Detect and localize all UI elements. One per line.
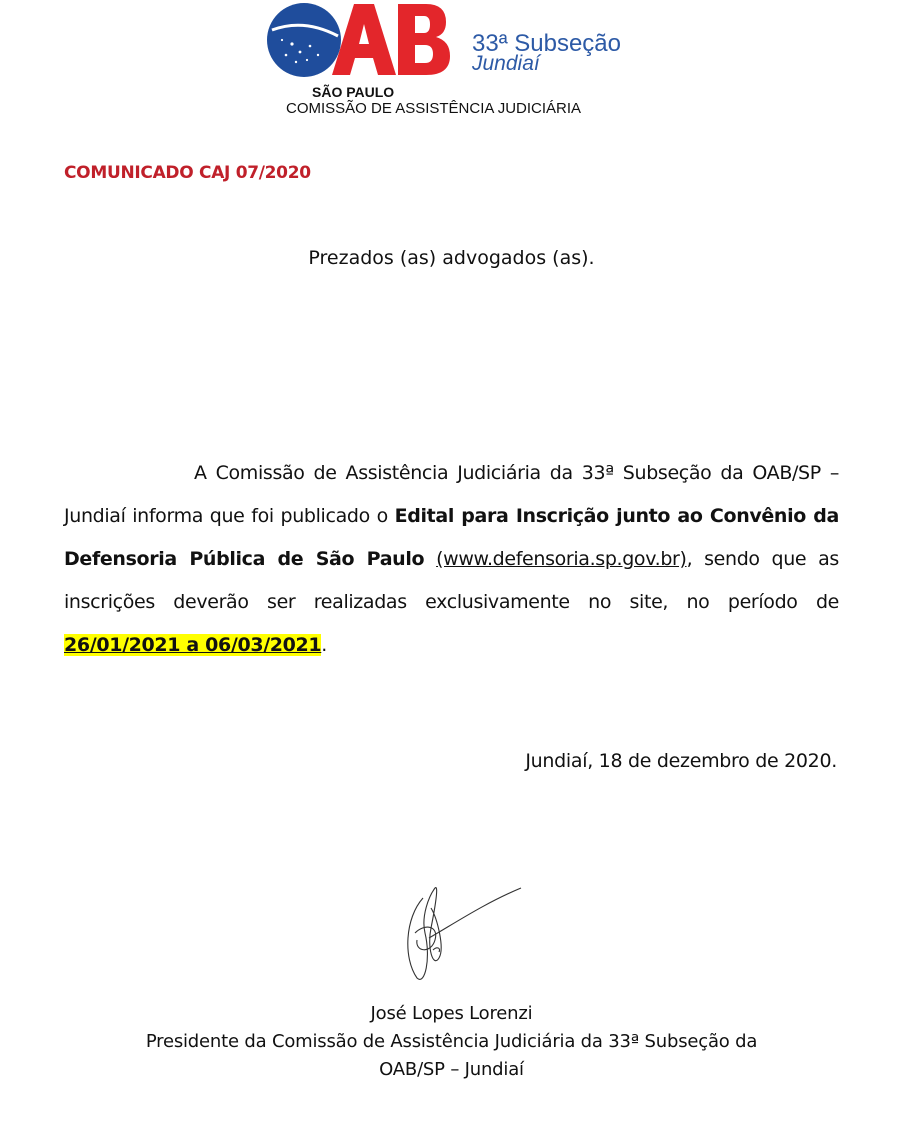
signer-name: José Lopes Lorenzi: [370, 1003, 533, 1024]
defensoria-link[interactable]: (www.defensoria.sp.gov.br): [436, 548, 687, 570]
body-line-2: Jundiaí informa que foi publicado o Edital para Inscrição junto ao Convênio da: [64, 505, 840, 527]
body-line-3: Defensoria Pública de São Paulo (www.defensoria.sp.gov.br), sendo que as: [64, 548, 839, 570]
oab-logo: [262, 0, 452, 92]
logo-subsection: 33ª Subseção: [472, 30, 621, 57]
body-paragraph: [64, 452, 839, 667]
globe-icon: [267, 3, 341, 77]
edital-text: Edital para Inscrição junto ao Convênio da: [394, 505, 840, 527]
signer-role-line-1: Presidente da Comissão de Assistência Judiciária da 33ª Subseção da: [145, 1031, 758, 1052]
signature-image: [395, 878, 525, 988]
date-line: Jundiaí, 18 de dezembro de 2020.: [525, 750, 837, 772]
commission-heading: COMISSÃO DE ASSISTÊNCIA JUDICIÁRIA: [286, 100, 582, 117]
document-title: COMUNICADO CAJ 07/2020: [64, 163, 311, 183]
body-line-4: inscrições deverão ser realizadas exclusivamente no site, no período de: [64, 591, 839, 613]
body-line-1: A Comissão de Assistência Judiciária da 33ª Subseção da OAB/SP –: [194, 462, 839, 484]
signer-role: [0, 1028, 903, 1084]
registration-period: 26/01/2021 a 06/03/2021: [64, 634, 322, 656]
defensoria-text: Defensoria Pública de São Paulo: [64, 548, 425, 570]
letter-a-shape: [332, 4, 396, 75]
letter-b-shape: [398, 4, 450, 75]
logo-city: Jundiaí: [472, 52, 540, 75]
signer-role-line-2: OAB/SP – Jundiaí: [379, 1059, 524, 1080]
logo-state: SÃO PAULO: [312, 84, 395, 100]
body-line-5: 26/01/2021 a 06/03/2021.: [64, 634, 327, 656]
greeting: Prezados (as) advogados (as).: [308, 247, 595, 269]
